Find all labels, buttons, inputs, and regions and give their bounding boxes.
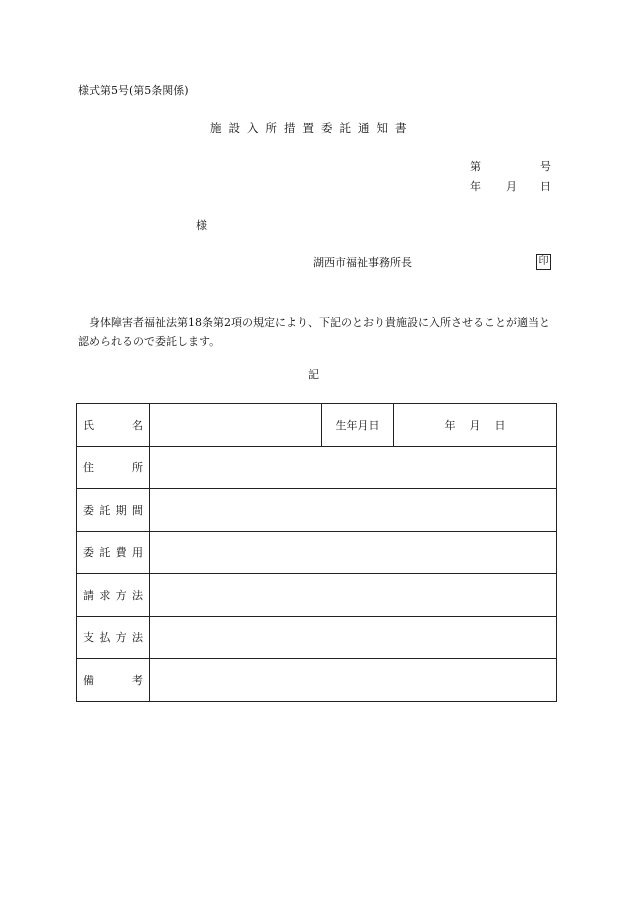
label-char: 支 xyxy=(83,631,94,645)
period-field[interactable] xyxy=(150,489,557,532)
body-text: 身体障害者福祉法第18条第2項の規定により、下記のとおり貴施設に入所させることが適当と認められるので委託します。 xyxy=(78,316,550,348)
label-char: 費 xyxy=(115,546,127,560)
label-char: 住 xyxy=(83,461,94,475)
label-char: 方 xyxy=(115,588,127,602)
label-char: 求 xyxy=(99,588,111,602)
label-char: 備 xyxy=(83,673,94,687)
record-table xyxy=(76,403,557,702)
dob-year: 年 xyxy=(444,418,456,432)
dob-field[interactable] xyxy=(394,404,557,447)
billing-field[interactable] xyxy=(150,574,557,617)
dob-label: 生年月日 xyxy=(322,404,394,447)
dob-day: 日 xyxy=(494,418,506,432)
document-number-go: 号 xyxy=(540,160,551,173)
addressee-suffix: 様 xyxy=(196,219,207,232)
table-row-billing xyxy=(77,574,557,617)
label-char: 払 xyxy=(99,631,111,645)
label-char: 氏 xyxy=(83,418,94,432)
dob-month: 月 xyxy=(469,418,481,432)
label-billing xyxy=(77,574,150,617)
name-field[interactable] xyxy=(150,404,322,447)
form-number: 様式第5号(第5条関係) xyxy=(78,84,189,97)
label-char: 期 xyxy=(115,503,127,517)
cost-field[interactable] xyxy=(150,531,557,574)
label-char: 方 xyxy=(115,631,127,645)
issue-date-year: 年 xyxy=(470,180,481,193)
label-char: 請 xyxy=(83,588,94,602)
label-char: 委 xyxy=(83,503,94,517)
document-number-dai: 第 xyxy=(470,160,481,173)
issue-date-month: 月 xyxy=(506,180,517,193)
label-address xyxy=(77,446,150,489)
remarks-field[interactable] xyxy=(150,659,557,702)
seal-mark: 印 xyxy=(536,254,551,270)
address-field[interactable] xyxy=(150,446,557,489)
label-char: 用 xyxy=(131,546,143,560)
label-char: 所 xyxy=(132,461,143,475)
label-remarks xyxy=(77,659,150,702)
label-char: 間 xyxy=(131,503,143,517)
label-char: 託 xyxy=(99,546,111,560)
label-char: 法 xyxy=(131,588,143,602)
payment-field[interactable] xyxy=(150,616,557,659)
table-row-period xyxy=(77,489,557,532)
table-row-remarks xyxy=(77,659,557,702)
label-char: 法 xyxy=(131,631,143,645)
label-payment xyxy=(77,616,150,659)
issuer-name: 湖西市福祉事務所長 xyxy=(313,256,412,269)
document-title: 施設入所措置委託通知書 xyxy=(210,121,414,135)
table-row-address xyxy=(77,446,557,489)
table-row-cost xyxy=(77,531,557,574)
label-name xyxy=(77,404,150,447)
label-period xyxy=(77,489,150,532)
ki-heading: 記 xyxy=(308,368,319,381)
label-char: 名 xyxy=(132,418,143,432)
table-row-payment xyxy=(77,616,557,659)
table-row-name xyxy=(77,404,557,447)
label-char: 委 xyxy=(83,546,94,560)
label-char: 考 xyxy=(132,673,143,687)
issue-date-day: 日 xyxy=(540,180,551,193)
label-char: 託 xyxy=(99,503,111,517)
label-cost xyxy=(77,531,150,574)
